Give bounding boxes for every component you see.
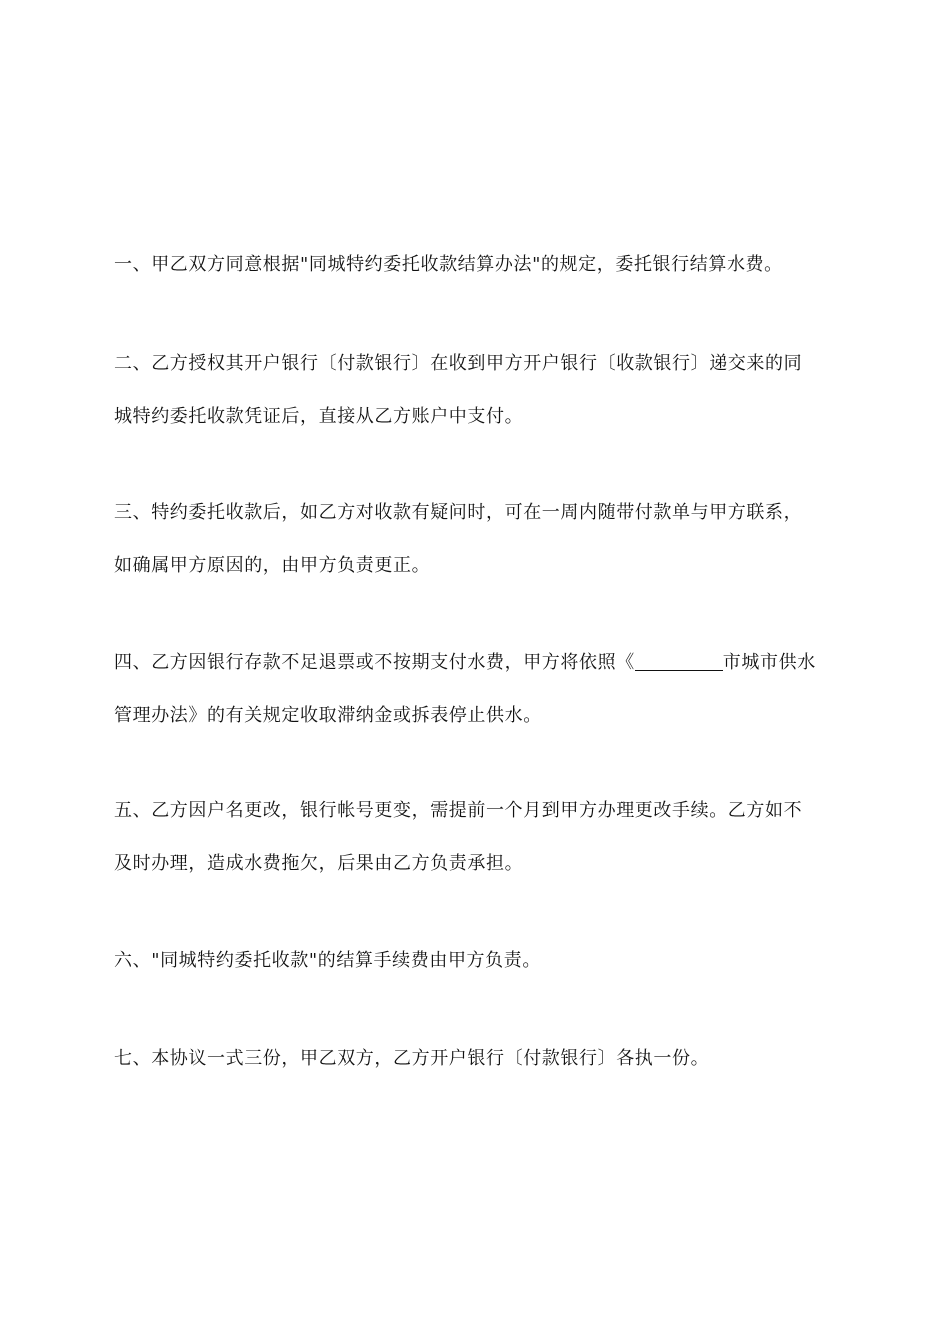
- city-name-blank: [635, 652, 723, 671]
- clause-1: [114, 238, 842, 291]
- clause-2-line-1: 二、乙方授权其开户银行〔付款银行〕在收到甲方开户银行〔收款银行〕递交来的同: [114, 353, 803, 374]
- clause-4-line-1: [114, 636, 842, 689]
- clause-4-line-2: 管理办法》的有关规定收取滞纳金或拆表停止供水。: [114, 705, 542, 726]
- clause-7-line-1: 七、本协议一式三份，甲乙双方，乙方开户银行〔付款银行〕各执一份。: [114, 1048, 710, 1069]
- clause-6: [114, 934, 842, 987]
- clause-7: [114, 1032, 842, 1085]
- clause-3-line-2: 如确属甲方原因的，由甲方负责更正。: [114, 555, 431, 576]
- clause-6-line-1: 六、"同城特约委托收款"的结算手续费由甲方负责。: [114, 950, 541, 971]
- clause-4-text-before-blank: 四、乙方因银行存款不足退票或不按期支付水费，甲方将依照《: [114, 652, 635, 673]
- clause-5-line-1: 五、乙方因户名更改，银行帐号更变，需提前一个月到甲方办理更改手续。乙方如不: [114, 800, 803, 821]
- clause-4-text-after-blank: 市城市供水: [722, 652, 816, 673]
- clause-3-line-1: 三、特约委托收款后，如乙方对收款有疑问时，可在一周内随带付款单与甲方联系，: [114, 502, 803, 523]
- clause-4: [114, 636, 842, 742]
- clause-2-line-2: 城特约委托收款凭证后，直接从乙方账户中支付。: [114, 406, 524, 427]
- clause-2: [114, 337, 842, 443]
- clause-5: [114, 784, 842, 890]
- clause-1-line-1: 一、甲乙双方同意根据"同城特约委托收款结算办法"的规定，委托银行结算水费。: [114, 254, 783, 275]
- clause-3: [114, 486, 842, 592]
- clause-5-line-2: 及时办理，造成水费拖欠，后果由乙方负责承担。: [114, 853, 524, 874]
